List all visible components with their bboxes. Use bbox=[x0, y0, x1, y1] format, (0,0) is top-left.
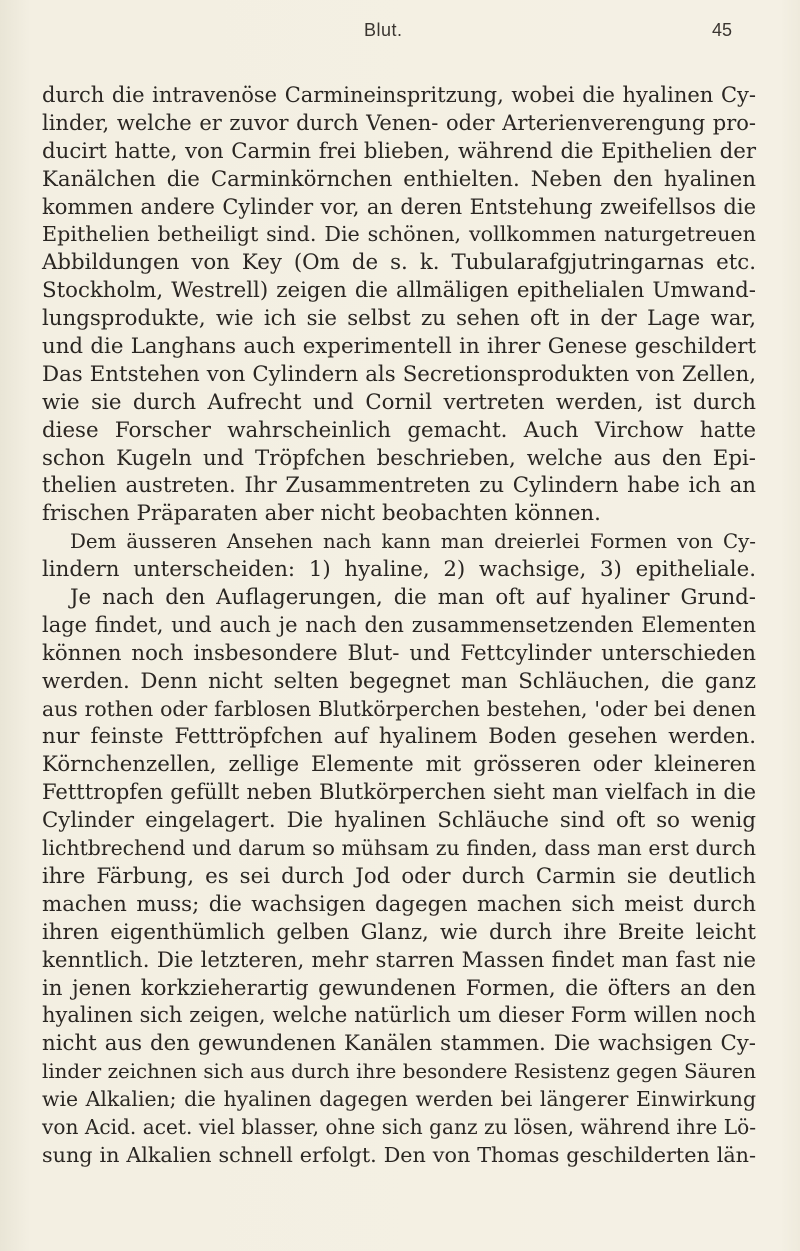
text-line: Körnchenzellen, zellige Elemente mit grösseren oder kleineren bbox=[42, 752, 756, 778]
text-line: Stockholm, Westrell) zeigen die allmäligen epithelialen Umwand- bbox=[42, 278, 756, 304]
text-line: frischen Präparaten aber nicht beobachten können. bbox=[42, 501, 601, 527]
text-line: schon Kugeln und Tröpfchen beschrieben, welche aus den Epi- bbox=[42, 445, 756, 471]
page-header bbox=[0, 20, 800, 44]
body-text bbox=[42, 82, 756, 1170]
text-line: lindern unterscheiden: 1) hyaline, 2) wachsige, 3) epitheliale. bbox=[42, 557, 756, 583]
text-line: in jenen korkzieherartig gewundenen Formen, die öfters an den bbox=[42, 975, 756, 1001]
text-line: Kanälchen die Carminkörnchen enthielten. Neben den hyalinen bbox=[42, 166, 756, 192]
text-line: linder, welche er zuvor durch Venen- oder Arterienverengung pro- bbox=[42, 110, 756, 135]
text-line: thelien austreten. Ihr Zusammentreten zu Cylindern habe ich an bbox=[42, 473, 756, 499]
text-line: lichtbrechend und darum so mühsam zu finden, dass man erst durch bbox=[42, 836, 756, 861]
text-line: lungsprodukte, wie ich sie selbst zu sehen oft in der Lage war, bbox=[42, 306, 756, 332]
text-line: diese Forscher wahrscheinlich gemacht. Auch Virchow hatte bbox=[42, 417, 756, 443]
text-line: kommen andere Cylinder vor, an deren Entstehung zweifellsos die bbox=[42, 194, 756, 219]
text-line: Epithelien betheiligt sind. Die schönen, vollkommen naturgetreuen bbox=[42, 222, 756, 247]
text-line: Fetttropfen gefüllt neben Blutkörperchen sieht man vielfach in die bbox=[42, 780, 756, 805]
text-line: linder zeichnen sich aus durch ihre besondere Resistenz gegen Säuren bbox=[42, 1060, 756, 1084]
text-line: Cylinder eingelagert. Die hyalinen Schläuche sind oft so wenig bbox=[42, 808, 756, 834]
text-line: aus rothen oder farblosen Blutkörperchen bestehen, 'oder bei denen bbox=[42, 696, 756, 721]
text-line: wie Alkalien; die hyalinen dagegen werden bei längerer Einwirkung bbox=[42, 1087, 756, 1112]
text-line: kenntlich. Die letzteren, mehr starren Massen findet man fast nie bbox=[42, 947, 756, 973]
text-line: wie sie durch Aufrecht und Cornil vertreten werden, ist durch bbox=[42, 389, 756, 415]
text-line: und die Langhans auch experimentell in ihrer Genese geschildert bbox=[42, 334, 756, 360]
text-line: lage findet, und auch je nach den zusammensetzenden Elementen bbox=[42, 612, 756, 637]
text-line: ihren eigenthümlich gelben Glanz, wie durch ihre Breite leicht bbox=[42, 919, 756, 945]
text-line: können noch insbesondere Blut- und Fettcylinder unterschieden bbox=[42, 640, 756, 666]
text-line: werden. Denn nicht selten begegnet man Schläuchen, die ganz bbox=[42, 668, 756, 694]
text-line: ihre Färbung, es sei durch Jod oder durch Carmin sie deutlich bbox=[42, 863, 756, 889]
text-line: Dem äusseren Ansehen nach kann man dreierlei Formen von Cy- bbox=[70, 530, 756, 554]
text-line: machen muss; die wachsigen dagegen machen sich meist durch bbox=[42, 891, 756, 917]
text-line: durch die intravenöse Carmineinspritzung, wobei die hyalinen Cy- bbox=[42, 83, 756, 107]
text-line: hyalinen sich zeigen, welche natürlich um dieser Form willen noch bbox=[42, 1003, 756, 1028]
text-line: Abbildungen von Key (Om de s. k. Tubularafgjutringarnas etc. bbox=[42, 250, 756, 276]
text-line: nicht aus den gewundenen Kanälen stammen. Die wachsigen Cy- bbox=[42, 1031, 756, 1057]
text-line: von Acid. acet. viel blasser, ohne sich ganz zu lösen, während ihre Lö- bbox=[42, 1114, 756, 1139]
text-line: ducirt hatte, von Carmin frei blieben, während die Epithelien der bbox=[42, 138, 756, 164]
page-number: 45 bbox=[712, 20, 733, 40]
text-line: Das Entstehen von Cylindern als Secretionsprodukten von Zellen, bbox=[42, 361, 756, 387]
text-line: sung in Alkalien schnell erfolgt. Den von Thomas geschilderten län- bbox=[42, 1142, 756, 1167]
text-line: nur feinste Fetttröpfchen auf hyalinem Boden gesehen werden. bbox=[42, 724, 756, 750]
running-title: Blut. bbox=[364, 20, 403, 40]
text-line: Je nach den Auflagerungen, die man oft auf hyaliner Grund- bbox=[70, 585, 756, 611]
